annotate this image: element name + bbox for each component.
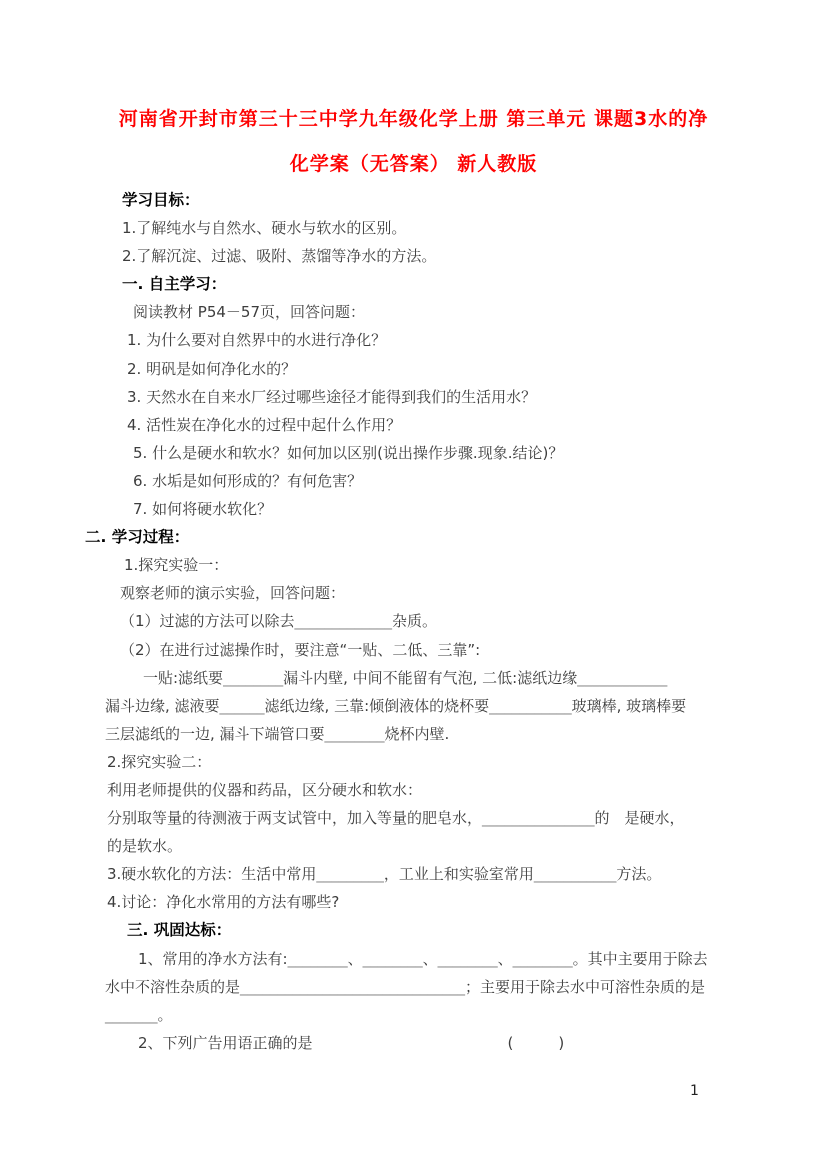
heading-consolidation: 三. 巩固达标： xyxy=(127,921,232,940)
experiment-2-title: 2.探究实验二： xyxy=(107,752,212,771)
fill-in-blank: _____________ xyxy=(294,612,393,631)
filter-rule-line-3: 三层滤纸的一边, 漏斗下端管口要________烧杯内壁. xyxy=(105,724,450,743)
experiment-2-step-2: 的是软水。 xyxy=(107,837,183,856)
document-title xyxy=(0,97,827,187)
fill-in-blank: ___________ xyxy=(533,865,617,884)
experiment-2-step-1: 分别取等量的待测液于两支试管中，加入等量的肥皂水，_______________的 是硬水， xyxy=(107,809,685,828)
goal-item-1: 1.了解纯水与自然水、硬水与软水的区别。 xyxy=(122,219,407,238)
heading-learning-goals: 学习目标： xyxy=(122,191,200,209)
fill-in-blank: ________ xyxy=(512,949,573,968)
title-line-1: 河南省开封市第三十三中学九年级化学上册 第三单元 课题3水的净 xyxy=(118,108,709,130)
experiment-1-blank-2: （2）在进行过滤操作时，要注意“一贴、二低、三靠”: xyxy=(120,640,481,659)
filter-rule-line-2: 漏斗边缘, 滤液要______滤纸边缘, 三靠:倾倒液体的烧杯要___________玻璃棒, 玻璃棒要 xyxy=(105,696,687,715)
filter-rule-line-1: 一贴:滤纸要________漏斗内壁, 中间不能留有气泡, 二低:滤纸边缘____________ xyxy=(143,668,668,687)
experiment-1-blank-1: （1）过滤的方法可以除去_____________杂质。 xyxy=(120,612,438,631)
page-number: 1 xyxy=(690,1083,699,1099)
question-7: 7. 如何将硬水软化？ xyxy=(133,500,273,519)
goal-item-2: 2.了解沉淀、过滤、吸附、蒸馏等净水的方法。 xyxy=(122,247,437,266)
fill-in-blank: ________ xyxy=(287,949,348,968)
fill-in-blank: ________ xyxy=(362,949,423,968)
reading-instruction: 阅读教材 P54－57页，回答问题： xyxy=(133,303,365,322)
question-4: 4. 活性炭在净化水的过程中起什么作用？ xyxy=(127,415,402,434)
question-6: 6. 水垢是如何形成的？有何危害？ xyxy=(133,471,363,490)
fill-in-blank: _______________ xyxy=(482,809,595,828)
question-5: 5. 什么是硬水和软水？如何加以区别(说出操作步骤.现象.结论)？ xyxy=(133,443,564,462)
fill-in-blank: ___________ xyxy=(489,696,572,715)
exercise-1-line-1: 1、常用的净水方法有:________、________、________、________。其中主要用于除去 xyxy=(138,949,708,968)
heading-learning-process: 二. 学习过程： xyxy=(85,528,190,547)
softening-methods: 3.硬水软化的方法：生活中常用_________，工业上和实验室常用___________方法。 xyxy=(107,865,662,884)
fill-in-blank: _______ xyxy=(105,1005,158,1024)
fill-in-blank: ________ xyxy=(437,949,498,968)
fill-in-blank: _________ xyxy=(316,865,384,884)
title-line-2: 化学案（无答案） 新人教版 xyxy=(289,153,538,175)
question-3: 3. 天然水在自来水厂经过哪些途径才能得到我们的生活用水？ xyxy=(127,387,537,406)
discussion-item: 4.讨论：净化水常用的方法有哪些? xyxy=(107,893,340,912)
fill-in-blank: ________ xyxy=(324,724,385,743)
document-body xyxy=(0,186,827,1057)
fill-in-blank: ______________________________ xyxy=(240,977,466,996)
fill-in-blank: ____________ xyxy=(577,668,668,687)
fill-in-blank: ______ xyxy=(219,696,265,715)
exercise-1-line-3: _______。 xyxy=(105,1005,173,1024)
heading-self-study: 一. 自主学习： xyxy=(122,275,227,294)
question-2: 2. 明矾是如何净化水的？ xyxy=(127,359,297,378)
question-1: 1. 为什么要对自然界中的水进行净化？ xyxy=(127,331,387,350)
experiment-1-intro: 观察老师的演示实验，回答问题： xyxy=(120,584,346,603)
experiment-2-intro: 利用老师提供的仪器和药品，区分硬水和软水： xyxy=(107,780,423,799)
fill-in-blank: ________ xyxy=(223,668,284,687)
exercise-1-line-2: 水中不溶性杂质的是______________________________；主要用于除去水中可溶性杂质的是 xyxy=(105,977,706,996)
exercise-2: 2、下列广告用语正确的是 ( ) xyxy=(138,1033,565,1052)
experiment-1-title: 1.探究实验一： xyxy=(124,556,229,575)
